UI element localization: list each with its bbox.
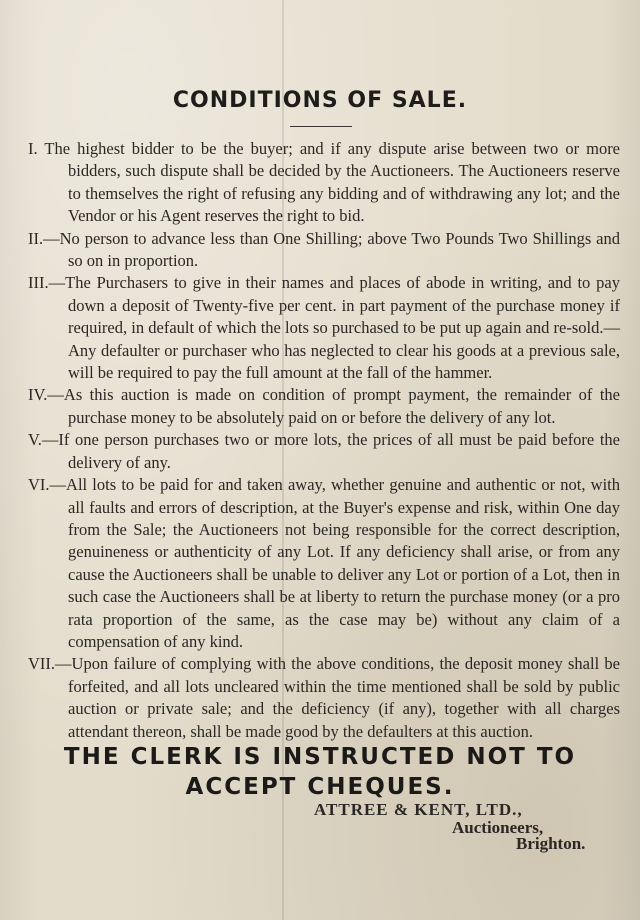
- notice-line-1: THE CLERK IS INSTRUCTED NOT TO: [63, 744, 577, 770]
- page-title: CONDITIONS OF SALE.: [172, 88, 468, 113]
- condition-number: VII.: [28, 654, 56, 674]
- cheque-notice: [0, 742, 640, 802]
- auctioneer-role: Auctioneers,: [452, 818, 544, 837]
- condition-text: —As this auction is made on condition of prompt payment, the remainder of the purchase money to be absolutely paid on or before the delivery of any lot.: [47, 385, 620, 427]
- condition-text: —All lots to be paid for and taken away, whether genuine and authentic or not, with all faults and errors of description, at the Buyer's expense and risk, within One day from the Sale; the Auctioneers not being responsible for the correct description, genuineness or authenticity of any Lot. If any deficiency shall arise, or from any cause the Auctioneers shall be unable to deliver any Lot or portion of a Lot, then in such case the Auctioneers shall be at liberty to return the purchase money (or a pro rata proportion of the same, as the case may be) without any claim of a compensation of any kind.: [49, 475, 620, 651]
- condition-number: V.: [28, 430, 42, 450]
- condition-6: [28, 474, 620, 653]
- condition-number: IV.: [28, 385, 48, 405]
- condition-5: [28, 429, 620, 474]
- condition-text: The highest bidder to be the buyer; and if any dispute arise between two or more bidders, such dispute shall be decided by the Auctioneers. The Auctioneers reserve to themselves the right of refusing any bidding and of withdrawing any lot; and the Vendor or his Agent reserves the right to bid.: [44, 139, 621, 226]
- conditions-list: [28, 138, 620, 743]
- condition-3: [28, 272, 620, 384]
- condition-7: [28, 653, 620, 743]
- condition-4: [28, 384, 620, 429]
- condition-text: —The Purchasers to give in their names and places of abode in writing, and to pay down a deposit of Twenty-five per cent. in part payment of the purchase money if required, in default of which the lots so purchased to be put up again and re-sold.—Any defaulter or purchaser who has neglected to clear his goods at a previous sale, will be required to pay the full amount at the fall of the hammer.: [48, 273, 620, 383]
- condition-2: [28, 228, 620, 273]
- condition-number: II.: [28, 228, 44, 248]
- notice-line-2: ACCEPT CHEQUES.: [185, 774, 455, 800]
- condition-text: —If one person purchases two or more lots, the prices of all must be paid before the delivery of any.: [41, 430, 620, 472]
- condition-text: —Upon failure of complying with the above conditions, the deposit money shall be forfeited, and all lots uncleared within the time mentioned shall be sold by public auction or private sale; and the deficiency (if any), together with all charges attendant thereon, shall be made good by the defaulters at this auction.: [55, 654, 620, 741]
- condition-text: —No person to advance less than One Shilling; above Two Pounds Two Shillings and so on in proportion.: [43, 228, 620, 271]
- condition-number: I.: [28, 139, 38, 158]
- auctioneer-town: Brighton.: [516, 834, 586, 853]
- auctioneer-firm: ATTREE & KENT, LTD.,: [314, 800, 523, 819]
- condition-number: VI.: [28, 475, 50, 495]
- title-underline: [290, 126, 352, 127]
- condition-1: [28, 138, 620, 228]
- condition-number: III.: [28, 273, 49, 293]
